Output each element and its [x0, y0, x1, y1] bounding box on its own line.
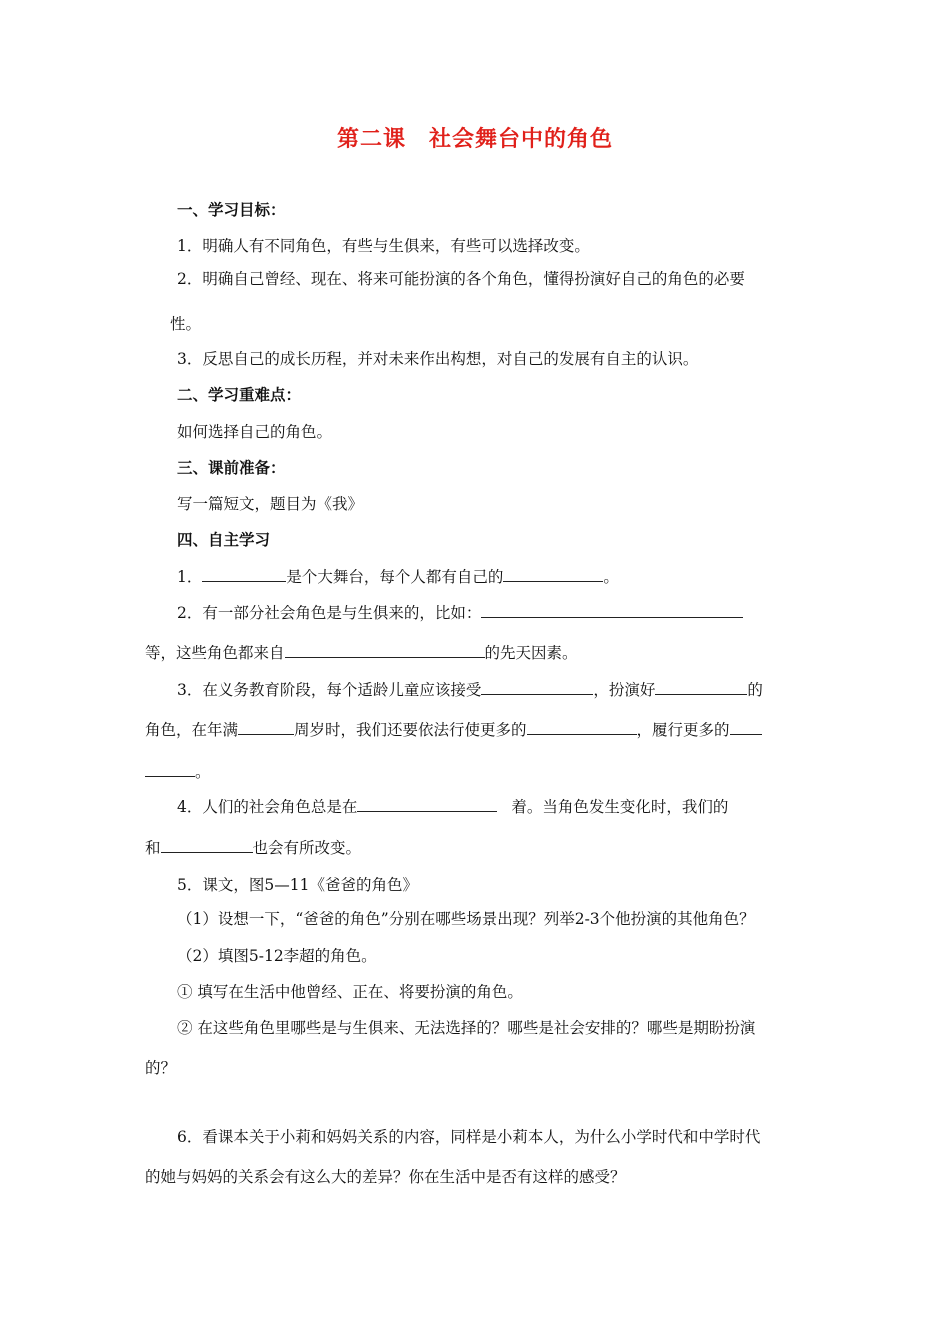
question-3-line1 [177, 678, 763, 701]
q3-blank-3[interactable] [238, 718, 294, 735]
objective-1: 1．明确人有不同角色，有些与生俱来，有些可以选择改变。 [177, 237, 590, 255]
q1-blank-1[interactable] [202, 565, 286, 582]
q3-text-e: 周岁时，我们还要依法行使更多的 [294, 721, 527, 739]
section2-heading: 二、学习重难点： [177, 385, 302, 404]
question-5-sub2: （2）填图5-12李超的角色。 [177, 947, 377, 965]
objective-2: 2．明确自己曾经、现在、将来可能扮演的各个角色，懂得扮演好自己的角色的必要 [177, 270, 745, 288]
question-5-sub1: （1）设想一下，“爸爸的角色”分别在哪些场景出现？列举2-3个他扮演的其他角色？ [177, 910, 755, 928]
q3-text-f: ，履行更多的 [636, 721, 730, 739]
question-4-line1 [177, 795, 728, 818]
q2-blank-1[interactable] [481, 601, 743, 618]
question-3-line2 [145, 718, 762, 741]
question-3-line3 [145, 760, 211, 783]
q4-text-a: 4．人们的社会角色总是在 [177, 798, 358, 816]
q3-blank-5-cont[interactable] [145, 760, 195, 777]
question-2-line2 [145, 641, 578, 664]
section3-text: 写一篇短文，题目为《我》 [177, 495, 364, 513]
question-6-line2: 的她与妈妈的关系会有这么大的差异？你在生活中是否有这样的感受？ [145, 1168, 626, 1186]
q1-blank-2[interactable] [503, 565, 603, 582]
q2-blank-2[interactable] [285, 641, 485, 658]
q4-blank-2[interactable] [161, 836, 253, 853]
question-5-circle-2: ② 在这些角色里哪些是与生俱来、无法选择的？哪些是社会安排的？哪些是期盼扮演 [177, 1019, 756, 1037]
section3-heading: 三、课前准备： [177, 458, 286, 477]
q1-prefix: 1． [177, 568, 203, 586]
question-5-title: 5．课文，图5—11《爸爸的角色》 [177, 876, 418, 894]
question-2-line1 [177, 601, 743, 624]
q4-text-c: 和 [145, 839, 161, 857]
q2-text-b: 等，这些角色都来自 [145, 644, 285, 662]
q2-text-a: 2．有一部分社会角色是与生俱来的，比如： [177, 604, 482, 622]
section1-heading: 一、学习目标： [177, 200, 286, 219]
q3-blank-2[interactable] [655, 678, 747, 695]
q3-text-a: 3．在义务教育阶段，每个适龄儿童应该接受 [177, 681, 482, 699]
question-5-circle-1: ① 填写在生活中他曾经、正在、将要扮演的角色。 [177, 983, 523, 1001]
section4-heading: 四、自主学习 [177, 530, 271, 549]
q3-text-b: ，扮演好 [593, 681, 656, 699]
q4-text-b: 着。当角色发生变化时，我们的 [511, 798, 729, 816]
objective-2-cont: 性。 [170, 315, 202, 333]
question-6-line1: 6．看课本关于小莉和妈妈关系的内容，同样是小莉本人，为什么小学时代和中学时代 [177, 1128, 761, 1146]
section2-text: 如何选择自己的角色。 [177, 423, 333, 441]
q3-blank-1[interactable] [481, 678, 593, 695]
q3-blank-5[interactable] [730, 718, 762, 735]
question-5-circle-2-cont: 的？ [145, 1059, 177, 1077]
q3-text-c: 的 [747, 681, 763, 699]
page-title: 第二课 社会舞台中的角色 [336, 126, 613, 152]
q3-text-d: 角色，在年满 [145, 721, 239, 739]
q2-text-c: 的先天因素。 [484, 644, 578, 662]
q3-text-g: 。 [195, 763, 211, 781]
q4-text-d: 也会有所改变。 [252, 839, 362, 857]
question-4-line2 [145, 836, 361, 859]
question-1 [177, 565, 619, 588]
q1-end: 。 [603, 568, 619, 586]
objective-3: 3．反思自己的成长历程，并对未来作出构想，对自己的发展有自主的认识。 [177, 350, 699, 368]
q4-blank-1[interactable] [357, 795, 497, 812]
q3-blank-4[interactable] [527, 718, 637, 735]
q1-mid: 是个大舞台，每个人都有自己的 [286, 568, 504, 586]
